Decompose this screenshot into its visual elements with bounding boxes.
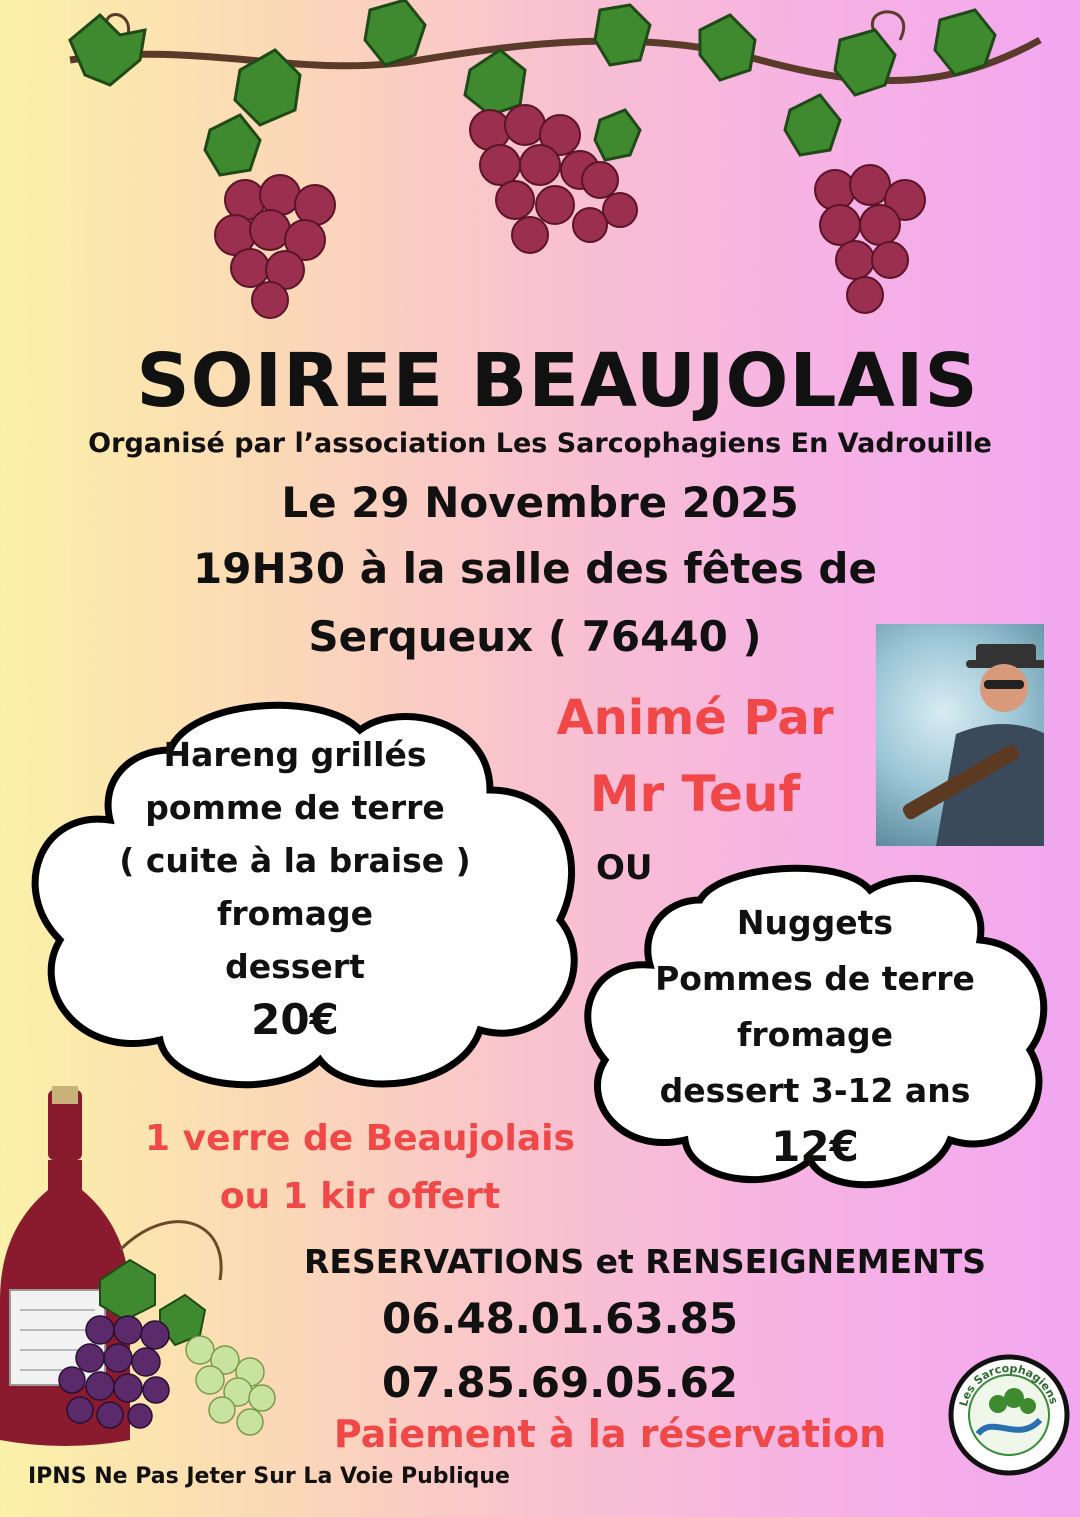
offer-text xyxy=(120,1110,600,1226)
menu-child-line: Nuggets xyxy=(736,903,894,942)
animator-name: Mr Teuf xyxy=(589,765,801,823)
menu-adult-line: pomme de terre xyxy=(145,788,445,827)
performer-photo xyxy=(876,624,1044,846)
menu-adult-price: 20€ xyxy=(251,995,339,1044)
organizer-text: Organisé par l’association Les Sarcophagiens En Vadrouille xyxy=(88,428,992,459)
event-place: Serqueux ( 76440 ) xyxy=(308,612,762,661)
logo-text: Les Sarcophagiens xyxy=(956,1361,1061,1408)
menu-child-line: fromage xyxy=(737,1015,893,1054)
menu-adult xyxy=(85,728,505,1046)
menu-adult-line: ( cuite à la braise ) xyxy=(119,841,471,880)
menu-child-line: Pommes de terre xyxy=(655,959,975,998)
offer-line: ou 1 kir offert xyxy=(219,1176,501,1217)
phone-number: 06.48.01.63.85 xyxy=(381,1294,739,1343)
offer-line: 1 verre de Beaujolais xyxy=(145,1118,575,1159)
animation-label: Animé Par xyxy=(556,690,834,746)
page-title: SOIREE BEAUJOLAIS xyxy=(136,338,979,424)
payment-note: Paiement à la réservation xyxy=(333,1412,887,1456)
event-time: 19H30 à la salle des fêtes de xyxy=(193,544,877,593)
menu-adult-line: fromage xyxy=(217,894,373,933)
event-date: Le 29 Novembre 2025 xyxy=(281,478,799,527)
menu-child-line: dessert 3-12 ans xyxy=(659,1071,971,1110)
menu-adult-line: dessert xyxy=(225,947,365,986)
phone-number: 07.85.69.05.62 xyxy=(381,1358,739,1407)
grape-vine-illustration xyxy=(0,0,1080,340)
menu-child xyxy=(615,895,1015,1175)
reservation-label: RESERVATIONS et RENSEIGNEMENTS xyxy=(304,1242,986,1281)
menu-child-price: 12€ xyxy=(771,1122,859,1171)
menu-adult-line: Hareng grillés xyxy=(163,735,427,774)
association-logo xyxy=(948,1354,1070,1476)
or-label: OU xyxy=(596,848,653,888)
footer-notice: IPNS Ne Pas Jeter Sur La Voie Publique xyxy=(28,1464,510,1489)
